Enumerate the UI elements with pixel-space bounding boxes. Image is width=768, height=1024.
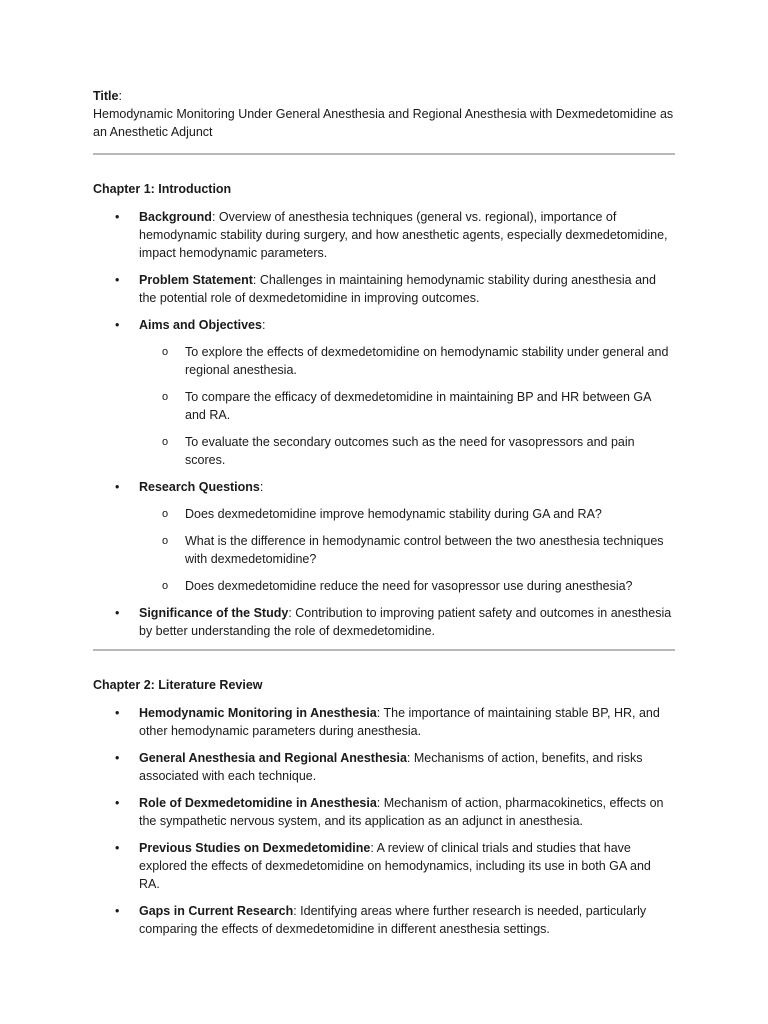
item-text: : bbox=[261, 318, 266, 332]
item-text: : Overview of anesthesia techniques (general vs. regional), importance of hemodynamic stability during surgery, and how anesthetic agents, especially dexmedetomidine, impact hemodynamic parameters. bbox=[139, 210, 668, 260]
item-text: : A review of clinical trials and studies that have explored the effects of dexmedetomidine on hemodynamics, including its use in both GA and RA. bbox=[139, 841, 651, 891]
list-item bbox=[93, 704, 675, 740]
circle-bullet-icon: o bbox=[162, 580, 169, 592]
item-label: Research Questions bbox=[139, 480, 260, 494]
chapter-1-heading: Chapter 1: Introduction bbox=[93, 182, 232, 196]
item-label: Significance of the Study bbox=[139, 606, 289, 620]
bullet-icon: • bbox=[115, 841, 120, 855]
circle-bullet-icon: o bbox=[162, 391, 169, 403]
circle-bullet-icon: o bbox=[162, 508, 169, 520]
item-text: : Identifying areas where further research is needed, particularly comparing the effects of dexmedetomidine in different anesthesia settings. bbox=[139, 904, 647, 936]
divider bbox=[93, 649, 675, 651]
document-title: Hemodynamic Monitoring Under General Anesthesia and Regional Anesthesia with Dexmedetomidine as an Anesthetic Adjunct bbox=[93, 107, 674, 139]
title-colon: : bbox=[118, 89, 122, 103]
sub-item-text: To evaluate the secondary outcomes such as the need for vasopressors and pain scores. bbox=[185, 435, 635, 467]
list-item bbox=[93, 604, 675, 640]
circle-bullet-icon: o bbox=[162, 436, 169, 448]
bullet-icon: • bbox=[115, 273, 120, 287]
title-label: Title bbox=[93, 89, 119, 103]
list-item bbox=[93, 749, 675, 785]
item-label: Hemodynamic Monitoring in Anesthesia bbox=[139, 706, 377, 720]
sub-list-item bbox=[139, 532, 675, 568]
bullet-icon: • bbox=[115, 751, 120, 765]
sub-list-item bbox=[139, 577, 675, 595]
sub-list-item bbox=[139, 343, 675, 379]
document-page bbox=[93, 87, 675, 947]
item-label: Previous Studies on Dexmedetomidine bbox=[139, 841, 371, 855]
item-label: Role of Dexmedetomidine in Anesthesia bbox=[139, 796, 377, 810]
list-item bbox=[93, 902, 675, 938]
sub-item-text: Does dexmedetomidine reduce the need for vasopressor use during anesthesia? bbox=[185, 579, 633, 593]
bullet-icon: • bbox=[115, 210, 120, 224]
list-item bbox=[93, 271, 675, 307]
sub-list-item bbox=[139, 388, 675, 424]
bullet-icon: • bbox=[115, 318, 120, 332]
list-item bbox=[93, 316, 675, 469]
item-text: : Mechanisms of action, benefits, and risks associated with each technique. bbox=[139, 751, 643, 783]
chapter-1-list bbox=[93, 208, 675, 640]
item-label: Background bbox=[139, 210, 212, 224]
sub-item-text: To compare the efficacy of dexmedetomidine in maintaining BP and HR between GA and RA. bbox=[185, 390, 651, 422]
list-item bbox=[93, 478, 675, 595]
title-block bbox=[93, 87, 675, 141]
sub-list bbox=[139, 343, 675, 469]
title-label-line bbox=[93, 87, 675, 105]
item-text: : Contribution to improving patient safety and outcomes in anesthesia by better understanding the role of dexmedetomidine. bbox=[139, 606, 672, 638]
sub-item-text: What is the difference in hemodynamic control between the two anesthesia techniques with dexmedetomidine? bbox=[185, 534, 664, 566]
chapter-2-list bbox=[93, 704, 675, 938]
sub-item-text: Does dexmedetomidine improve hemodynamic stability during GA and RA? bbox=[185, 507, 602, 521]
item-label: Problem Statement bbox=[139, 273, 253, 287]
item-text: : The importance of maintaining stable BP, HR, and other hemodynamic parameters during anesthesia. bbox=[139, 706, 660, 738]
bullet-icon: • bbox=[115, 796, 120, 810]
list-item bbox=[93, 794, 675, 830]
bullet-icon: • bbox=[115, 606, 120, 620]
divider bbox=[93, 153, 675, 155]
list-item bbox=[93, 839, 675, 893]
item-label: Aims and Objectives bbox=[139, 318, 262, 332]
item-text: : Challenges in maintaining hemodynamic stability during anesthesia and the potential role of dexmedetomidine in improving outcomes. bbox=[139, 273, 656, 305]
sub-list bbox=[139, 505, 675, 595]
circle-bullet-icon: o bbox=[162, 535, 169, 547]
sub-list-item bbox=[139, 505, 675, 523]
sub-item-text: To explore the effects of dexmedetomidine on hemodynamic stability under general and regional anesthesia. bbox=[185, 345, 669, 377]
circle-bullet-icon: o bbox=[162, 346, 169, 358]
chapter-2-heading: Chapter 2: Literature Review bbox=[93, 678, 263, 692]
bullet-icon: • bbox=[115, 706, 120, 720]
item-label: General Anesthesia and Regional Anesthesia bbox=[139, 751, 407, 765]
item-text: : bbox=[259, 480, 264, 494]
bullet-icon: • bbox=[115, 904, 120, 918]
item-label: Gaps in Current Research bbox=[139, 904, 294, 918]
bullet-icon: • bbox=[115, 480, 120, 494]
item-text: : Mechanism of action, pharmacokinetics, effects on the sympathetic nervous system, and its application as an adjunct in anesthesia. bbox=[139, 796, 664, 828]
sub-list-item bbox=[139, 433, 675, 469]
list-item bbox=[93, 208, 675, 262]
